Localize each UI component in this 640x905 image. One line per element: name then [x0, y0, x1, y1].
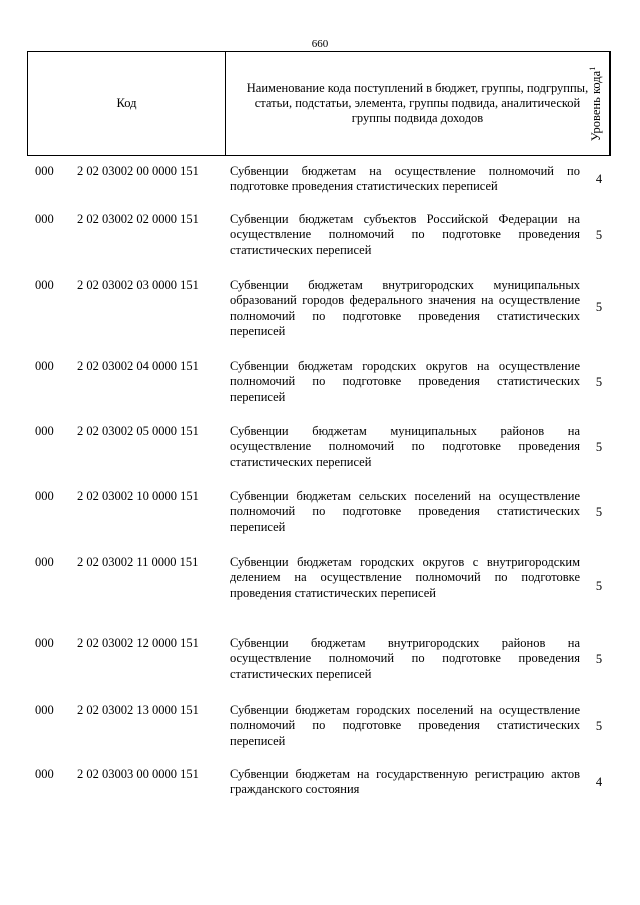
table-header: [27, 51, 611, 156]
row-prefix: 000: [35, 703, 54, 717]
row-name: Субвенции бюджетам внутригородских муниципальных образований городов федерального значения на осуществление полномочий по подготовке проведения статистических переписей: [230, 278, 580, 338]
row-name: Субвенции бюджетам городских поселений на осуществление полномочий по подготовке проведения статистических переписей: [230, 703, 580, 748]
row-prefix: 000: [35, 164, 54, 178]
page-number: 660: [311, 38, 329, 50]
row-prefix: 000: [35, 767, 54, 781]
header-code: Код: [28, 52, 226, 155]
row-level: 5: [595, 300, 603, 314]
row-code: 2 02 03002 02 0000 151: [77, 212, 199, 226]
row-prefix: 000: [35, 212, 54, 226]
header-name: Наименование кода поступлений в бюджет, группы, подгруппы, статьи, подстатьи, элемента, группы подвида, аналитической группы подвида доходов: [226, 52, 610, 155]
row-code: 2 02 03002 12 0000 151: [77, 636, 199, 650]
header-level: [582, 52, 610, 155]
row-name: Субвенции бюджетам муниципальных районов на осуществление полномочий по подготовке проведения статистических переписей: [230, 424, 580, 469]
row-level: 5: [595, 375, 603, 389]
row-level: 4: [595, 172, 603, 186]
row-name: Субвенции бюджетам городских округов на осуществление полномочий по подготовке проведения статистических переписей: [230, 359, 580, 404]
row-level: 4: [595, 775, 603, 789]
row-prefix: 000: [35, 278, 54, 292]
row-prefix: 000: [35, 424, 54, 438]
row-level: 5: [595, 579, 603, 593]
row-name: Субвенции бюджетам сельских поселений на осуществление полномочий по подготовке проведения статистических переписей: [230, 489, 580, 534]
row-name: Субвенции бюджетам на осуществление полномочий по подготовке проведения статистических переписей: [230, 164, 580, 194]
row-name: Субвенции бюджетам на государственную регистрацию актов гражданского состояния: [230, 767, 580, 797]
row-prefix: 000: [35, 555, 54, 569]
row-code: 2 02 03002 00 0000 151: [77, 164, 199, 178]
row-code: 2 02 03002 05 0000 151: [77, 424, 199, 438]
row-name: Субвенции бюджетам внутригородских районов на осуществление полномочий по подготовке проведения статистических переписей: [230, 636, 580, 681]
row-level: 5: [595, 719, 603, 733]
row-prefix: 000: [35, 359, 54, 373]
row-code: 2 02 03002 11 0000 151: [77, 555, 199, 569]
row-prefix: 000: [35, 636, 54, 650]
row-code: 2 02 03002 10 0000 151: [77, 489, 199, 503]
row-level: 5: [595, 505, 603, 519]
row-prefix: 000: [35, 489, 54, 503]
row-name: Субвенции бюджетам городских округов с внутригородским делением на осуществление полномочий по подготовке проведения статистических переписей: [230, 555, 580, 600]
row-level: 5: [595, 440, 603, 454]
row-level: 5: [595, 652, 603, 666]
row-code: 2 02 03002 03 0000 151: [77, 278, 199, 292]
row-name: Субвенции бюджетам субъектов Российской Федерации на осуществление полномочий по подготовке проведения статистических переписей: [230, 212, 580, 257]
row-level: 5: [595, 228, 603, 242]
row-code: 2 02 03002 13 0000 151: [77, 703, 199, 717]
row-code: 2 02 03002 04 0000 151: [77, 359, 199, 373]
row-code: 2 02 03003 00 0000 151: [77, 767, 199, 781]
header-level-text: Уровень кода$^1$: [587, 66, 604, 141]
